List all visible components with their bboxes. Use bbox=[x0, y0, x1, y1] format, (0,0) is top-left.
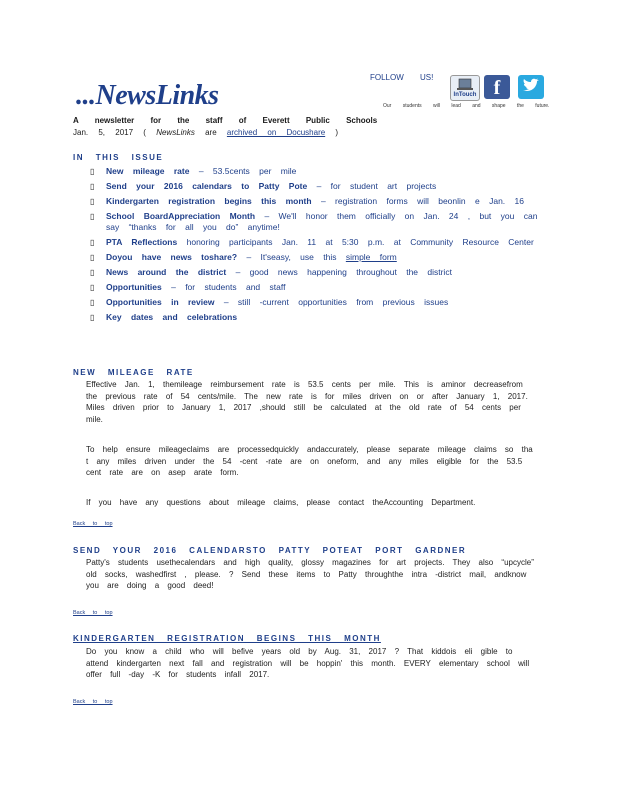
issue-date: Jan. 5, 2017 bbox=[73, 128, 134, 137]
table-of-contents bbox=[90, 166, 545, 327]
mileage-heading: NEW MILEAGE RATE bbox=[73, 368, 194, 377]
bullet-icon: ▯ bbox=[90, 268, 95, 277]
bullet-icon: ▯ bbox=[90, 167, 95, 176]
toc-item[interactable]: ▯ Send your 2016 calendars to Patty Pote – for student art projects bbox=[90, 181, 437, 191]
dateline bbox=[73, 128, 338, 137]
bullet-icon: ▯ bbox=[90, 197, 95, 206]
toc-item[interactable]: ▯ Opportunities in review – still -current opportunities from previous issues bbox=[90, 297, 449, 307]
toc-item[interactable]: ▯ Kindergarten registration begins this month – registration forms will beonlin e Jan. 16 bbox=[90, 196, 524, 206]
simple-form-link[interactable]: simple form bbox=[345, 252, 397, 262]
bullet-icon: ▯ bbox=[90, 313, 95, 322]
newsletter-subhead: A newsletter for the staff of Everett Public Schools bbox=[73, 116, 378, 125]
tagline: Our students will lead and shape the future. bbox=[383, 103, 550, 109]
toc-heading: IN THIS ISSUE bbox=[73, 153, 164, 162]
dateline-mid: are bbox=[205, 128, 217, 137]
bullet-icon: ▯ bbox=[90, 212, 95, 221]
bullet-icon: ▯ bbox=[90, 298, 95, 307]
toc-item[interactable]: ▯ News around the district – good news happening throughout the district bbox=[90, 267, 452, 277]
toc-item[interactable]: ▯ PTA Reflections honoring participants Jan. 11 at 5:30 p.m. at Community Resource Center bbox=[90, 237, 534, 247]
newslinks-name: NewsLinks bbox=[156, 128, 195, 137]
newsletter-title: ...NewsLinks bbox=[76, 80, 219, 111]
calendars-paragraph: Patty's students usethecalendars and high quality, glossy magazines for art projects. They also “upcycle” old socks, washedfirst , please. ? Send these items to Patty throughthe intra -district mail, andknow you are doing a good deed! bbox=[86, 558, 534, 590]
toc-item[interactable]: ▯ Doyou have news toshare? – It'seasy, use this simple form bbox=[90, 252, 397, 262]
kindergarten-heading: KINDERGARTEN REGISTRATION BEGINS THIS MONTH bbox=[73, 634, 381, 643]
mileage-paragraph-1: Effective Jan. 1, themileage reimbursement rate is 53.5 cents per mile. This is aminor decreasefrom the previous rate of 54 cents/mile. The new rate is for miles driven on or after January 1, 2017. Miles driven prior to January 1, 2017 ,should still be calculated at the old rate of 54 cents per mile. bbox=[86, 380, 528, 424]
back-to-top-link[interactable]: Back to top bbox=[73, 610, 113, 616]
mileage-paragraph-2: To help ensure mileageclaims are processedquickly andaccurately, please separate mileage claims so tha t any miles driven under the 54 -cent -rate are on oneform, and any miles eligible for the 53.5 cent rate are on asep arate form. bbox=[86, 445, 533, 477]
intouch-label: InTouch bbox=[453, 92, 477, 98]
calendars-heading: SEND YOUR 2016 CALENDARSTO PATTY POTEAT PORT GARDNER bbox=[73, 546, 467, 555]
archive-link[interactable]: archived on Docushare bbox=[226, 128, 326, 137]
bullet-icon: ▯ bbox=[90, 238, 95, 247]
back-to-top-link[interactable]: Back to top bbox=[73, 699, 113, 705]
paren-close: ) bbox=[335, 128, 339, 137]
back-to-top-link[interactable]: Back to top bbox=[73, 521, 113, 527]
bullet-icon: ▯ bbox=[90, 283, 95, 292]
toc-item[interactable]: ▯ Opportunities – for students and staff bbox=[90, 282, 286, 292]
bullet-icon: ▯ bbox=[90, 182, 95, 191]
toc-item[interactable]: ▯ New mileage rate – 53.5cents per mile bbox=[90, 166, 297, 176]
toc-item[interactable]: ▯ School BoardAppreciation Month – We'll honor them officially on Jan. 24 , but you can say “thanks for all you do” anytime! bbox=[90, 211, 538, 232]
paren-open: ( bbox=[143, 128, 146, 137]
follow-us-label: FOLLOW US! bbox=[370, 73, 434, 82]
facebook-icon[interactable]: f bbox=[484, 75, 510, 99]
mileage-paragraph-3: If you have any questions about mileage claims, please contact theAccounting Department. bbox=[86, 498, 476, 507]
kindergarten-paragraph: Do you know a child who will befive years old by Aug. 31, 2017 ? That kiddois eli gible to attend kindergarten next fall and registration will be hoppin' this month. EVERY elementary school will offer full -day -K for students infall 2017. bbox=[86, 647, 530, 679]
intouch-icon[interactable] bbox=[450, 75, 480, 101]
toc-item[interactable]: ▯ Key dates and celebrations bbox=[90, 312, 238, 322]
bullet-icon: ▯ bbox=[90, 253, 95, 262]
twitter-icon[interactable] bbox=[518, 75, 544, 99]
